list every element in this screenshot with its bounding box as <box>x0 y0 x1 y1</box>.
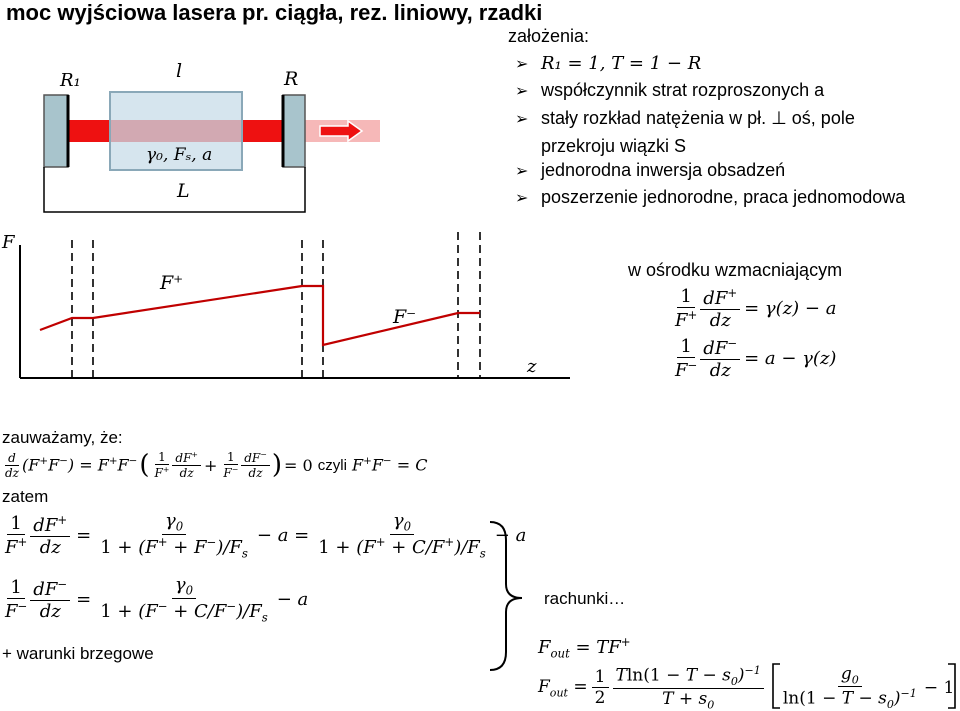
bullet-arrow-icon: ➢ <box>515 190 529 207</box>
bullet-arrow-icon: ➢ <box>515 56 529 73</box>
calc-label: rachunki… <box>544 589 626 608</box>
plot-y-label: F <box>2 232 15 253</box>
medium-eq-backward: $\frac{1}{F^-}$ $\frac{dF^-}{dz}$ = a − γ(z) <box>675 336 837 381</box>
forward-gain-eq: $\frac{1}{F^+}$ $\frac{dF^+}{dz}$ = $\frac{\gamma_0}{1 + (F^+ + F^-)/F_s}$ − a = $\frac{\gamma_0}{1 + (F^+ + C/F^+)/F_s}$ − a <box>5 510 527 561</box>
medium-caption: w ośrodku wzmacniającym <box>628 260 843 280</box>
output-eq-simple: $F_{out} = TF^+$ <box>538 635 631 661</box>
plot-x-label: z <box>527 356 537 377</box>
label-medium-params: γ₀, Fₛ, a <box>146 145 213 165</box>
assumption-4: ➢ jednorodna inwersja obsadzeń <box>515 160 786 180</box>
label-r: R <box>284 68 299 90</box>
medium-eq-forward: $\frac{1}{F^+}$ $\frac{dF^+}{dz}$ = γ(z) − a <box>675 286 837 331</box>
label-r1: R₁ <box>60 70 81 91</box>
backward-gain-eq: $\frac{1}{F^-}$ $\frac{dF^-}{dz}$ = $\frac{\gamma_0}{1 + (F^- + C/F^-)/F_s}$ − a <box>5 574 309 625</box>
assumption-3-cont: przekroju wiązki S <box>541 136 687 156</box>
label-cavity-length: L <box>177 180 190 202</box>
product-derivative-eq: $\frac{d}{dz}$ (F+F−) = F+F− ( $\frac{1}{F^+}$ $\frac{dF^+}{dz}$ + $\frac{1}{F^-}$ $\frac{dF^-}{dz}$ ) = 0 czyli F+F− = C <box>5 450 428 480</box>
assumption-3: ➢ stały rozkład natężenia w pł. ⊥ oś, pole <box>515 108 855 128</box>
bullet-arrow-icon: ➢ <box>515 111 529 128</box>
mirror-right <box>283 95 305 167</box>
label-l: l <box>176 60 183 82</box>
mirror-left <box>44 95 68 167</box>
plot-dashes <box>72 232 480 378</box>
assumption-5: ➢ poszerzenie jednorodne, praca jednomodowa <box>515 187 906 207</box>
then-label: zatem <box>2 487 49 506</box>
boundary-label: + warunki brzegowe <box>2 644 154 663</box>
notice-label: zauważamy, że: <box>2 428 123 447</box>
assumption-2: ➢ współczynnik strat rozproszonych a <box>515 80 825 100</box>
so-label: czyli <box>317 456 347 474</box>
length-bracket <box>44 167 305 212</box>
slide-title: moc wyjściowa lasera pr. ciągła, rez. liniowy, rzadki <box>6 0 543 25</box>
bullet-arrow-icon: ➢ <box>515 83 529 100</box>
bullet-arrow-icon: ➢ <box>515 163 529 180</box>
output-eq-full: $F_{out}$ = $\frac{1}{2}$ $\frac{Tln(1 - T - s_0)^{-1}}{T + s_0}$ $\frac{g_0}{\ln(1 - T - s_0)^{-1}}$ − 1 <box>538 664 955 711</box>
assumption-1: ➢ R₁ = 1, T = 1 − R <box>515 53 702 74</box>
plot-backward-label: F⁻ <box>393 306 417 328</box>
assumptions-heading: założenia: <box>508 26 590 46</box>
plot-forward-label: F⁺ <box>160 272 184 294</box>
